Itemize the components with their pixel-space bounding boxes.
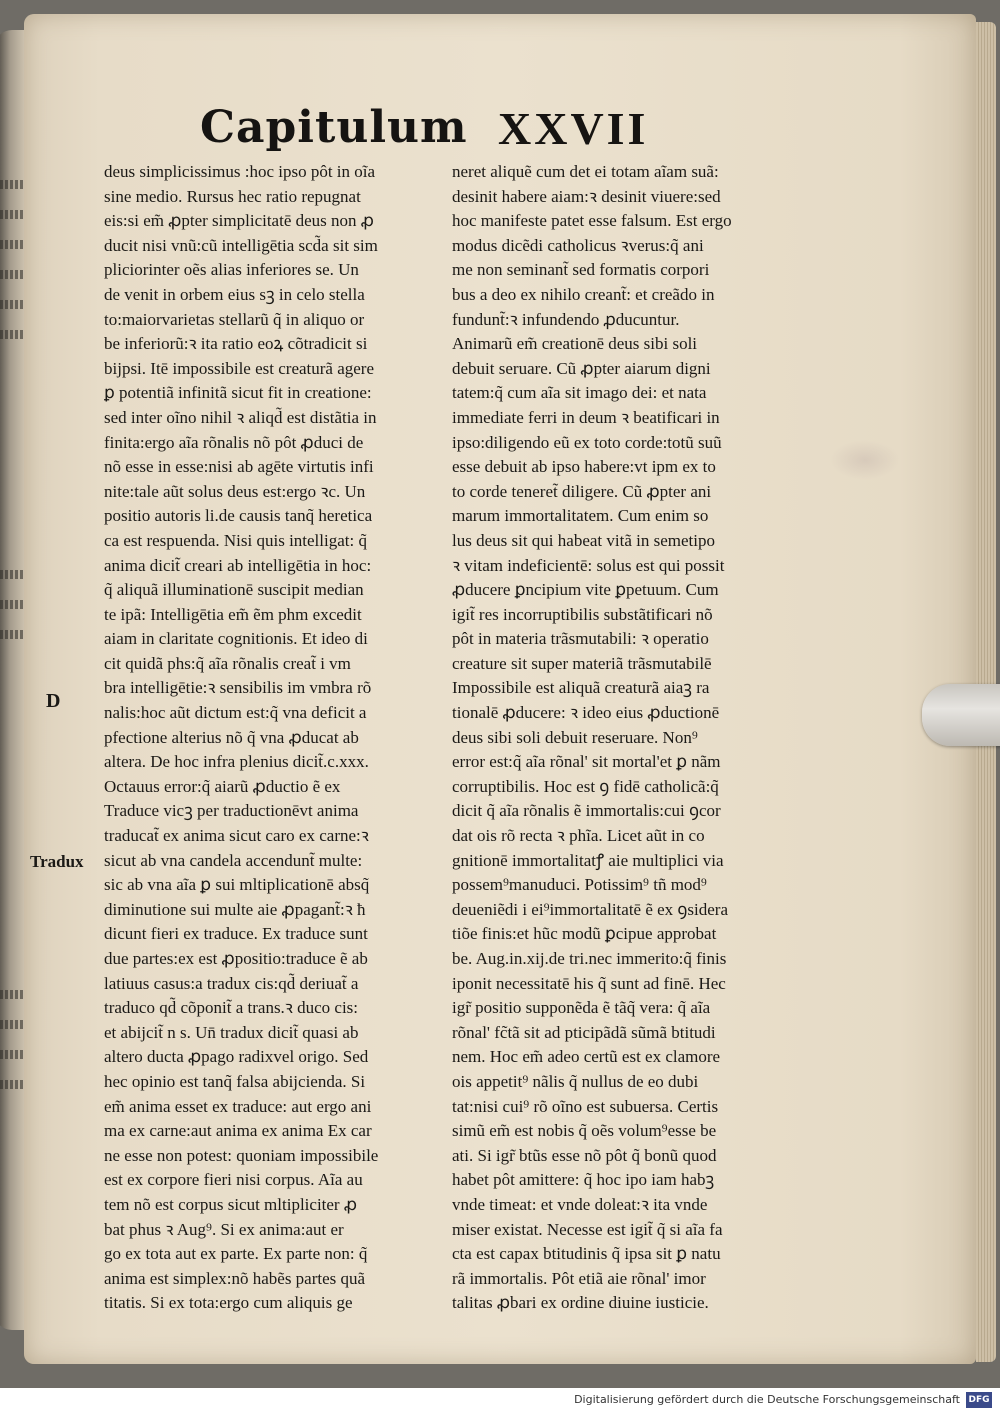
text-line: titatis. Si ex tota:ergo cum aliquis ge [104, 1293, 353, 1313]
text-line: tat:nisi cui⁹ rõ oĩno est subuersa. Certis [452, 1096, 719, 1116]
text-line: hec opinio est tanq̃ falsa abijcienda. Si [104, 1071, 366, 1091]
text-line: me non seminant̃ sed formatis corpori [452, 260, 710, 280]
text-line: eis:si em̃ ꝓpter simplicitatē deus non ꝓ [104, 211, 374, 231]
text-line: nem. Hoc em̃ adeo certũ est ex clamore [452, 1047, 721, 1067]
show-through-mark [830, 440, 900, 480]
text-line: go ex tota aut ex parte. Ex parte non: q̃ [104, 1244, 368, 1264]
page-clip [922, 684, 1000, 746]
text-line: dicit q̃ aĩa rõnalis ẽ immortalis:cui ꝯcor [452, 801, 721, 821]
margin-note: Tradux [30, 852, 84, 871]
text-line: sine medio. Rursus hec ratio repugnat [104, 186, 361, 206]
text-line: bus a deo ex nihilo creant̃: et creãdo in [452, 284, 715, 304]
chapter-number: XXVII [498, 103, 649, 154]
text-line: deus sibi soli debuit reseruare. Non⁹ [452, 727, 698, 747]
text-line: gnitionē immortalitatꝭ aie multiplici via [452, 850, 724, 870]
text-line: sicut ab vna candela accendunt̃ multe: [104, 850, 363, 870]
text-line: bra intelligētie:ꝛ sensibilis im vmbra rõ [104, 678, 372, 698]
text-line: ducit nisi vnũ:cũ intelligētia scd̃a sit sim [104, 235, 378, 255]
text-line: nõ esse in esse:nisi ab agēte virtutis infi [104, 457, 374, 477]
text-line: igit̃ res incorruptibilis substãtificari nõ [452, 604, 713, 624]
text-line: latiuus casus:a tradux cis:qd̃ deriuat̃ a [104, 973, 359, 993]
text-line: Octauus error:q̃ aiarũ ꝓductio ẽ ex [104, 776, 341, 796]
text-line: te ipã: Intelligētia em̃ ẽm phm excedit [104, 604, 362, 624]
text-line: pôt in materia trãsmutabili: ꝛ operatio [452, 629, 709, 649]
text-line: be. Aug.in.xij.de tri.nec immerito:q̃ finis [452, 949, 727, 968]
text-line: ati. Si igr̃ btũs esse nõ pôt q̃ bonũ quod [452, 1145, 717, 1165]
text-line: miser existat. Necesse est igit̃ q̃ si aĩa fa [452, 1219, 723, 1239]
text-line: esse debuit ab ipso habere:vt ipm ex to [452, 457, 716, 477]
text-line: due partes:ex est ꝓpositio:traduce ẽ ab [104, 949, 368, 968]
text-line: de venit in orbem eius sꝫ in celo stella [104, 284, 365, 304]
text-line: altera. De hoc infra plenius dicit̃.c.xxx. [104, 752, 369, 772]
text-line: altero ducta ꝓpago radixvel origo. Sed [104, 1047, 369, 1067]
text-line: et abijcit̃ n s. Un̄ tradux dicit̃ quasi ab [104, 1022, 359, 1042]
text-line: iponit necessitatē his q̃ sunt ad finē. Hec [452, 973, 726, 993]
text-line: modus dicẽdi catholicus ꝛverus:q̃ ani [452, 235, 704, 255]
text-line: ma ex carne:aut anima ex anima Ex car [104, 1121, 372, 1141]
text-line: deueniẽdi i ei⁹immortalitatē ẽ ex ꝯsidera [452, 899, 728, 919]
text-line: dat ois rõ recta ꝛ phĩa. Licet aũt in co [452, 826, 705, 846]
text-line: bat phus ꝛ Aug⁹. Si ex anima:aut er [104, 1219, 344, 1239]
text-line: ne esse non potest: quoniam impossibile [104, 1145, 379, 1165]
text-line: desinit habere aiam:ꝛ desinit viuere:sed [452, 186, 721, 206]
text-line: rõnal' fc̃tã sit ad pticipãdã sũmã btitudi [452, 1022, 716, 1042]
text-line: igr̃ positio supponẽda ẽ tãq̃ vera: q̃ aĩa [452, 998, 711, 1018]
text-line: ꝓducere ꝑncipium vite ꝑpetuum. Cum [452, 580, 719, 600]
text-line: anima dicit̃ creari ab intelligētia in hoc: [104, 555, 372, 575]
text-line: Impossibile est aliquã creaturã aiaꝫ ra [452, 678, 710, 698]
text-line: pliciorinter oẽs alias inferiores se. Un [104, 260, 359, 280]
page-header [0, 102, 1000, 162]
text-line: corruptibilis. Hoc est ꝯ fidē catholicã:q̃ [452, 776, 719, 796]
text-line: anima est simplex:nõ habẽs partes quã [104, 1268, 366, 1288]
text-line: rã immortalis. Pôt etiã aie rõnal' imor [452, 1268, 706, 1288]
text-line: tionalē ꝓducere: ꝛ ideo eius ꝓductionē [452, 703, 720, 723]
text-line: marum immortalitatem. Cum enim so [452, 506, 709, 526]
text-column-left [104, 160, 434, 1316]
text-column-right [452, 160, 790, 1316]
text-line: pfectione alterius nõ q̃ vna ꝓducat ab [104, 727, 359, 747]
text-line: est ex corpore fieri nisi corpus. Aĩa au [104, 1170, 363, 1190]
text-line: be inferiorũ:ꝛ ita ratio eoꝝ cõtradicit si [104, 334, 368, 354]
text-line: neret aliquẽ cum det ei totam aĩam suã: [452, 162, 719, 181]
text-line: tem nõ est corpus sicut mltipliciter ꝓ [104, 1194, 358, 1214]
text-line: dicunt fieri ex traduce. Ex traduce sunt [104, 924, 368, 944]
text-line: ꝑ potentiã infinitã sicut fit in creatione: [104, 383, 372, 403]
text-line: possem⁹manuduci. Potissim⁹ tñ mod⁹ [452, 875, 707, 895]
text-line: finita:ergo aĩa rõnalis nõ pôt ꝓduci de [104, 432, 364, 452]
text-line: sic ab vna aĩa ꝑ sui mltiplicationē absq̃ [104, 875, 370, 895]
text-line: em̃ anima esset ex traduce: aut ergo ani [104, 1096, 372, 1116]
text-line: traducat̃ ex anima sicut caro ex carne:ꝛ [104, 826, 369, 846]
footer-bar [0, 1388, 1000, 1414]
text-line: aiam in claritate cognitionis. Et ideo di [104, 629, 368, 649]
text-line: to corde teneret̃ diligere. Cũ ꝓpter ani [452, 481, 712, 501]
text-line: habet pôt amittere: q̃ hoc ipo iam habꝫ [452, 1170, 715, 1190]
text-line: nalis:hoc aũt dictum est:q̃ vna deficit a [104, 703, 367, 723]
text-line: bijpsi. Itē impossibile est creaturã agere [104, 358, 375, 378]
text-line: ca est respuenda. Nisi quis intelligat: q̃ [104, 530, 367, 550]
text-line: ipso:diligendo eũ ex toto corde:totũ suũ [452, 432, 722, 452]
text-line: hoc manifeste patet esse falsum. Est ergo [452, 211, 732, 231]
text-line: error est:q̃ aĩa rõnal' sit mortal'et ꝑ nãm [452, 752, 721, 772]
text-line: debuit seruare. Cũ ꝓpter aiarum digni [452, 358, 711, 378]
dfg-logo: DFG [966, 1392, 992, 1408]
text-line: cta est capax btitudinis q̃ ipsa sit ꝑ natu [452, 1244, 721, 1264]
text-line: immediate ferri in deum ꝛ beatificari in [452, 407, 720, 427]
text-line: lus deus sit qui habeat vitã in semetipo [452, 530, 715, 550]
text-line: Traduce vicꝫ per traductionēvt anima [104, 801, 359, 821]
text-line: traduco qd̃ cõponit̃ a trans.ꝛ duco cis: [104, 998, 359, 1018]
text-line: Animarũ em̃ creationē deus sibi soli [452, 334, 698, 354]
footer-credit: Digitalisierung gefördert durch die Deutsche Forschungsgemeinschaft [574, 1393, 960, 1406]
text-line: nite:tale aũt solus deus est:ergo ꝛc. Un [104, 481, 366, 501]
running-title: Capitulum [200, 102, 468, 153]
text-line: vnde timeat: et vnde doleat:ꝛ ita vnde [452, 1194, 708, 1214]
margin-mark: D [46, 690, 61, 712]
text-line: sed inter oĩno nihil ꝛ aliqd̃ est distãtia in [104, 407, 377, 427]
text-line: cit quidã phs:q̃ aĩa rõnalis creat̃ i vm [104, 653, 351, 673]
text-line: simũ em̃ est nobis q̃ oẽs volum⁹esse be [452, 1121, 717, 1141]
text-line: ꝛ vitam indeficientē: solus est qui possit [452, 555, 725, 575]
text-line: talitas ꝓbari ex ordine diuine iusticie. [452, 1293, 709, 1313]
text-line: to:maiorvarietas stellarũ q̃ in aliquo or [104, 309, 365, 329]
text-line: deus simplicissimus :hoc ipso pôt in oĩa [104, 162, 376, 181]
text-line: creature sit super materiã trãsmutabilē [452, 653, 712, 673]
text-line: tiõe finis:et hũc modũ ꝑcipue approbat [452, 924, 717, 944]
text-line: fundunt̃:ꝛ infundendo ꝓducuntur. [452, 309, 680, 329]
text-line: q̃ aliquã illuminationē suscipit median [104, 580, 364, 600]
text-line: positio autoris li.de causis tanq̃ heretica [104, 506, 373, 526]
text-line: tatem:q̃ cum aĩa sit imago dei: et nata [452, 383, 707, 403]
text-line: diminutione sui multe aie ꝓpagant̃:ꝛ ħ [104, 899, 366, 919]
text-line: ois appetit⁹ nãlis q̃ nullus de eo dubi [452, 1071, 699, 1091]
